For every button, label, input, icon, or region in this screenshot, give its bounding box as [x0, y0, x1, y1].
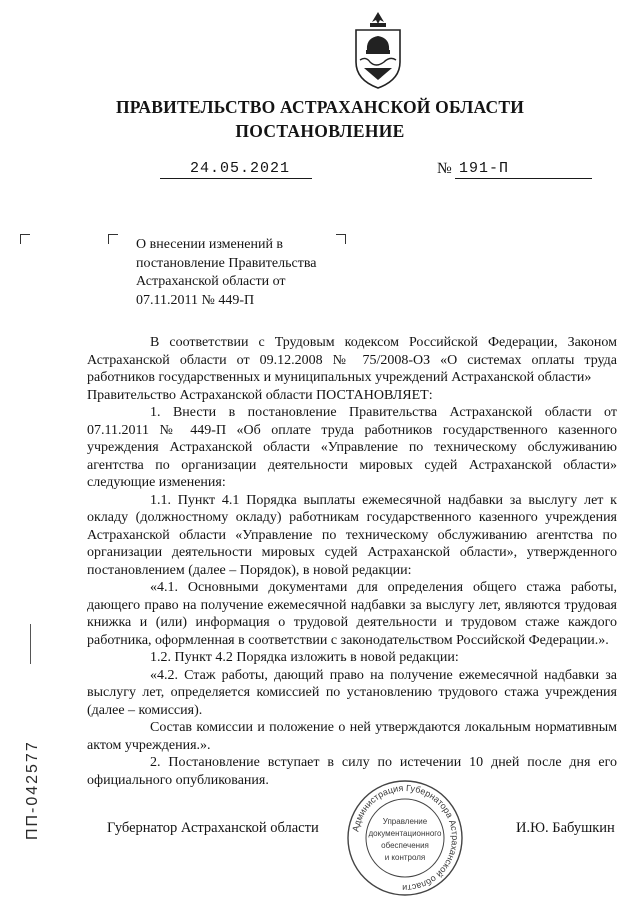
subject-corner-mark-left: [108, 234, 118, 244]
margin-dash-mark: [30, 624, 31, 664]
signer-position: Губернатор Астраханской области: [107, 820, 319, 836]
seal-line: документационного: [368, 829, 442, 838]
seal-line: и контроля: [384, 853, 426, 862]
seal-ring-text: Администрация Губернатора Астраханской области: [350, 782, 461, 894]
body-paragraph: 2. Постановление вступает в силу по истечении 10 дней после дня его официального опубликования.: [87, 755, 617, 788]
body-paragraph: 1. Внести в постановление Правительства Астраханской области от 07.11.2011 № 449-П «Об оплате труда работников государственного казенного учреждения Астраханской области «Управление по техническому обслуживанию агентства по организации деятельности мировых судей Астраханской области» следующие изменения:: [87, 405, 617, 490]
coat-of-arms-emblem: [352, 10, 404, 90]
body-paragraph: 1.1. Пункт 4.1 Порядка выплаты ежемесячной надбавки за выслугу лет к окладу (должностному окладу) работникам государственного казенного учреждения Астраханской области «Управление по техническому обслуживанию агентства по организации деятельности мировых судей Астраханской области», утвержденного постановлением (далее – Порядок), в новой редакции:: [87, 492, 617, 578]
seal-line: Управление: [382, 817, 428, 826]
serial-number-mark: [24, 690, 44, 840]
left-corner-mark: [20, 234, 30, 244]
body-paragraph: 1.2. Пункт 4.2 Порядка изложить в новой редакции:: [150, 650, 459, 665]
date-underline: [160, 178, 312, 179]
signer-name: И.Ю. Бабушкин: [516, 820, 615, 836]
document-type-title: ПОСТАНОВЛЕНИЕ: [235, 121, 405, 141]
official-seal: [345, 778, 465, 898]
number-underline: [455, 178, 592, 179]
body-paragraph: «4.1. Основными документами для определения общего стажа работы, дающего право на получение ежемесячной надбавки за выслугу лет, являются трудовая книжка и (или) информация о трудовой деятельности и трудовом стаже каждого работника, оформленная в соответствии с законодательством Российской Федерации.».: [87, 580, 617, 648]
document-body: [87, 334, 617, 789]
serial-number-text: ПП-042577: [24, 740, 41, 840]
body-paragraph: Правительство Астраханской области ПОСТАНОВЛЯЕТ:: [87, 387, 433, 403]
document-number: 191-П: [459, 160, 510, 177]
body-paragraph: В соответствии с Трудовым кодексом Российской Федерации, Законом Астраханской области от 09.12.2008 № 75/2008-ОЗ «О системах оплаты труда работников государственных и муниципальных учреждений Астраханской области»: [87, 335, 617, 385]
body-paragraph: Состав комиссии и положение о ней утверждаются локальным нормативным актом учреждения.».: [87, 720, 617, 753]
document-date: 24.05.2021: [190, 160, 291, 177]
subject-corner-mark-right: [336, 234, 346, 244]
number-sign: №: [437, 160, 452, 177]
seal-line: обеспечения: [381, 841, 429, 850]
government-title: ПРАВИТЕЛЬСТВО АСТРАХАНСКОЙ ОБЛАСТИ: [115, 97, 525, 117]
document-subject: О внесении изменений в постановление Правительства Астраханской области от 07.11.2011 № 449-П: [136, 237, 317, 308]
body-paragraph: «4.2. Стаж работы, дающий право на получение ежемесячной надбавки за выслугу лет, определяется комиссией по установлению трудового стажа учреждения (далее – комиссия).: [87, 667, 617, 718]
